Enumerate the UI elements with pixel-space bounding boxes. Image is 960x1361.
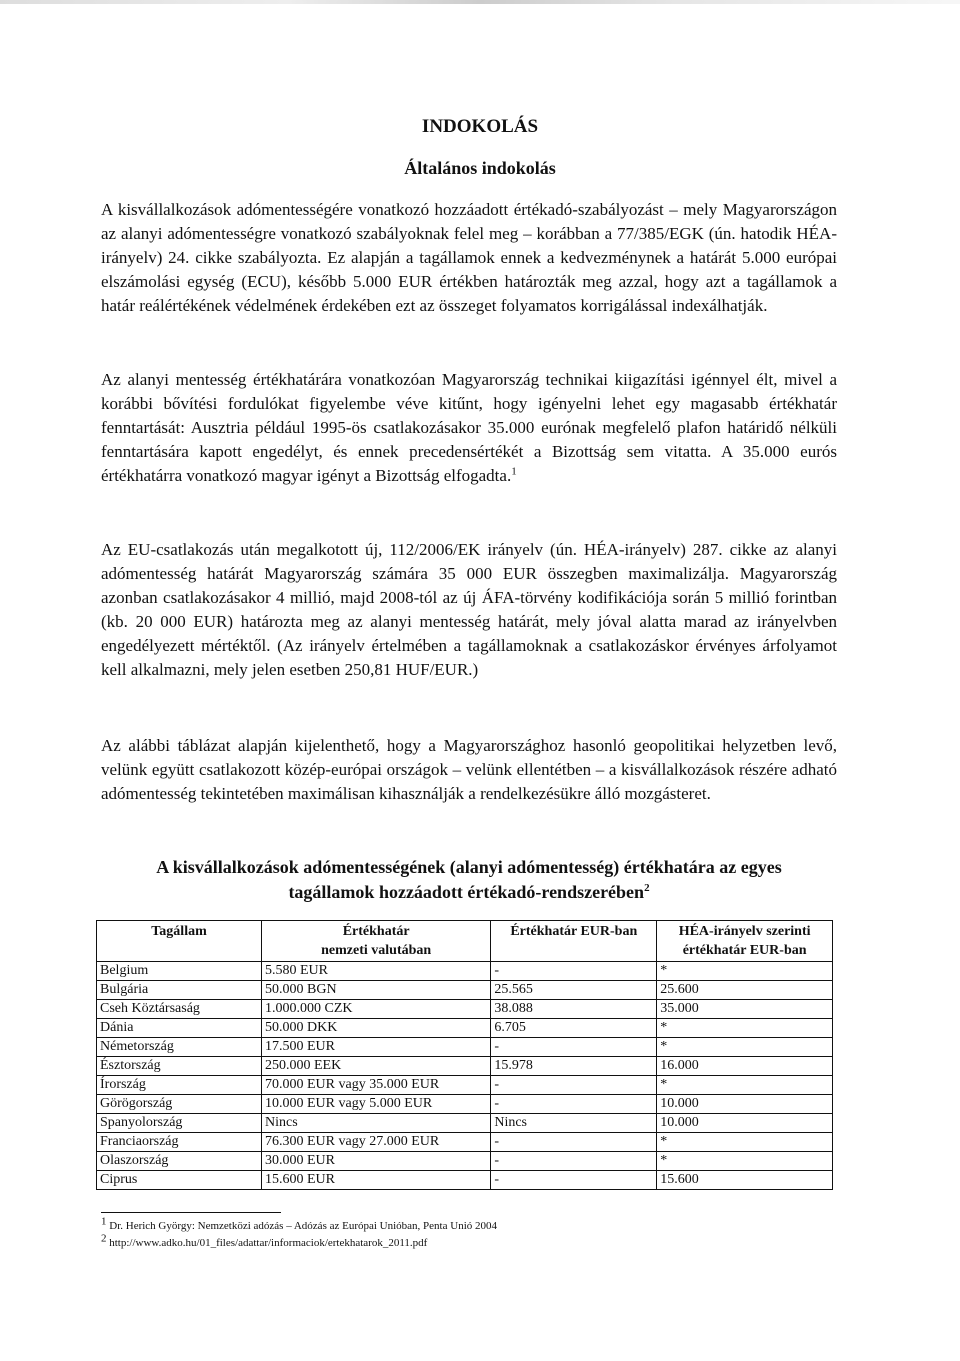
table-row — [97, 1038, 833, 1057]
page-subtitle: Általános indokolás — [404, 158, 556, 178]
cell-directive-value: * — [657, 1019, 833, 1038]
cell-national-value: 76.300 EUR vagy 27.000 EUR — [262, 1133, 491, 1152]
cell-directive-value: * — [657, 1038, 833, 1057]
header-eur-value: Értékhatár EUR-ban — [491, 921, 657, 962]
table-row — [97, 1057, 833, 1076]
cell-directive-value: 15.600 — [657, 1171, 833, 1190]
header-member-state: Tagállam — [97, 921, 262, 962]
cell-eur-value: - — [491, 1038, 657, 1057]
paragraph-3 — [101, 538, 837, 682]
footnote-1-mark: 1 — [101, 1215, 107, 1228]
header-national-currency-line-2: nemzeti valutában — [321, 943, 432, 958]
cell-member-state: Olaszország — [97, 1152, 262, 1171]
paragraph-2-text: Az alanyi mentesség értékhatárára vonatkozóan Magyarország technikai kiigazítási igénnyel élt, mivel a korábbi bővítési fordulókat figyelembe véve kitűnt, hogy igényelni lehet egy magasabb értékhatár fenntartását: Ausztria például 1995-ös csatlakozásakor 35.000 eurónak megfelelő plafon határidő nélküli fenntartására kapott engedélyt, és ennek precedensértékét a Bizottság sem vitatta. A 35.000 eurós értékhatárra vonatkozó magyar igényt a Bizottság elfogadta. — [101, 370, 837, 485]
cell-directive-value: * — [657, 962, 833, 981]
cell-national-value: 70.000 EUR vagy 35.000 EUR — [262, 1076, 491, 1095]
cell-eur-value: - — [491, 1152, 657, 1171]
cell-eur-value: - — [491, 1133, 657, 1152]
header-national-currency — [262, 921, 491, 962]
cell-eur-value: - — [491, 1095, 657, 1114]
threshold-table — [96, 920, 833, 1190]
page-title: INDOKOLÁS — [421, 116, 539, 137]
table-title — [101, 855, 837, 905]
cell-national-value: 50.000 DKK — [262, 1019, 491, 1038]
paragraph-2 — [101, 368, 837, 488]
paragraph-1 — [101, 198, 837, 318]
table-row — [97, 1133, 833, 1152]
footnote-2-mark: 2 — [101, 1232, 107, 1245]
cell-member-state: Dánia — [97, 1019, 262, 1038]
cell-directive-value: * — [657, 1076, 833, 1095]
table-row — [97, 1171, 833, 1190]
cell-directive-value: 35.000 — [657, 1000, 833, 1019]
cell-eur-value: - — [491, 962, 657, 981]
cell-member-state: Cseh Köztársaság — [97, 1000, 262, 1019]
cell-national-value: 50.000 BGN — [262, 981, 491, 1000]
table-title-line-2: tagállamok hozzáadott értékadó-rendszerében — [288, 882, 645, 902]
footnote-1-text: Dr. Herich György: Nemzetközi adózás – Adózás az Európai Unióban, Penta Unió 2004 — [109, 1220, 497, 1232]
cell-eur-value: 6.705 — [491, 1019, 657, 1038]
table-row — [97, 981, 833, 1000]
cell-national-value: 1.000.000 CZK — [262, 1000, 491, 1019]
cell-directive-value: 10.000 — [657, 1095, 833, 1114]
cell-national-value: 5.580 EUR — [262, 962, 491, 981]
cell-national-value: 15.600 EUR — [262, 1171, 491, 1190]
header-national-currency-line-1: Értékhatár — [342, 924, 410, 939]
cell-eur-value: 38.088 — [491, 1000, 657, 1019]
cell-member-state: Görögország — [97, 1095, 262, 1114]
table-header-row — [97, 921, 833, 962]
paragraph-4-text: Az alábbi táblázat alapján kijelenthető, hogy a Magyarországhoz hasonló geopolitikai helyzetben levő, velünk együtt csatlakozott közép-európai országok – velünk ellentétben – a kisvállalkozások részére adható adómentesség tekintetében maximálisan kihasználják a rendelkezésükre álló mozgásteret. — [101, 736, 837, 803]
cell-national-value: 250.000 EEK — [262, 1057, 491, 1076]
table-row — [97, 1076, 833, 1095]
cell-member-state: Franciaország — [97, 1133, 262, 1152]
paragraph-3-text: Az EU-csatlakozás után megalkotott új, 112/2006/EK irányelv (ún. HÉA-irányelv) 287. cikke az alanyi adómentesség határát Magyarország számára 35 000 EUR összegben maximalizálja. Magyarország azonban csatlakozásakor 4 millió, majd 2008-tól az új ÁFA-törvény kodifikációja során 5 millió forintban (kb. 20 000 EUR) határozta meg az alanyi mentesség határát, mely jóval alatta marad az irányelvben engedélyezett mértéktől. (Az irányelv értelmében a tagállamoknak a csatlakozáskor érvényes árfolyamot kell alkalmazni, mely jelen esetben 250,81 HUF/EUR.) — [101, 540, 837, 679]
cell-eur-value: - — [491, 1171, 657, 1190]
header-directive-value-line-1: HÉA-irányelv szerinti — [678, 924, 811, 939]
paragraph-1-text: A kisvállalkozások adómentességére vonatkozó hozzáadott értékadó-szabályozást – mely Magyarországon az alanyi adómentességre vonatkozó szabályoknak felel meg – korábban a 77/385/EGK (ún. hatodik HÉA-irányelv) 24. cikke szabályozta. Ez alapján a tagállamok ennek a kedvezménynek a határát 5.000 európai elszámolási egység (ECU), később 5.000 EUR értékben határozták meg azzal, hogy azt a tagállamok a határ reálértékének védelmének érdekében ezt az összeget folyamatos korrigálással indexálhatják. — [101, 200, 837, 315]
header-directive-value-line-2: értékhatár EUR-ban — [682, 943, 807, 958]
cell-member-state: Ciprus — [97, 1171, 262, 1190]
footnote-ref-1: 1 — [511, 465, 517, 478]
footnote-2 — [101, 1232, 861, 1252]
cell-member-state: Bulgária — [97, 981, 262, 1000]
cell-directive-value: * — [657, 1152, 833, 1171]
footnote-1 — [101, 1215, 861, 1235]
cell-directive-value: 25.600 — [657, 981, 833, 1000]
cell-national-value: 30.000 EUR — [262, 1152, 491, 1171]
footnote-divider — [101, 1212, 281, 1213]
scan-edge-artifact — [0, 0, 960, 4]
table-title-line-1: A kisvállalkozások adómentességének (alanyi adómentesség) értékhatára az egyes — [156, 857, 782, 877]
header-directive-value — [657, 921, 833, 962]
cell-member-state: Belgium — [97, 962, 262, 981]
table-row — [97, 1152, 833, 1171]
footnotes — [101, 1215, 861, 1252]
table-row — [97, 1000, 833, 1019]
cell-national-value: 10.000 EUR vagy 5.000 EUR — [262, 1095, 491, 1114]
table-row — [97, 1114, 833, 1133]
table-row — [97, 962, 833, 981]
cell-directive-value: 10.000 — [657, 1114, 833, 1133]
paragraph-4 — [101, 734, 837, 806]
cell-eur-value: Nincs — [491, 1114, 657, 1133]
footnote-ref-2: 2 — [644, 882, 650, 894]
cell-directive-value: * — [657, 1133, 833, 1152]
cell-member-state: Írország — [97, 1076, 262, 1095]
cell-eur-value: 15.978 — [491, 1057, 657, 1076]
table-row — [97, 1095, 833, 1114]
cell-national-value: 17.500 EUR — [262, 1038, 491, 1057]
footnote-2-text: http://www.adko.hu/01_files/adattar/informaciok/ertekhatarok_2011.pdf — [109, 1237, 428, 1249]
cell-member-state: Észtország — [97, 1057, 262, 1076]
cell-eur-value: 25.565 — [491, 981, 657, 1000]
cell-member-state: Spanyolország — [97, 1114, 262, 1133]
cell-eur-value: - — [491, 1076, 657, 1095]
table-row — [97, 1019, 833, 1038]
cell-member-state: Németország — [97, 1038, 262, 1057]
cell-directive-value: 16.000 — [657, 1057, 833, 1076]
cell-national-value: Nincs — [262, 1114, 491, 1133]
table-body — [97, 962, 833, 1190]
